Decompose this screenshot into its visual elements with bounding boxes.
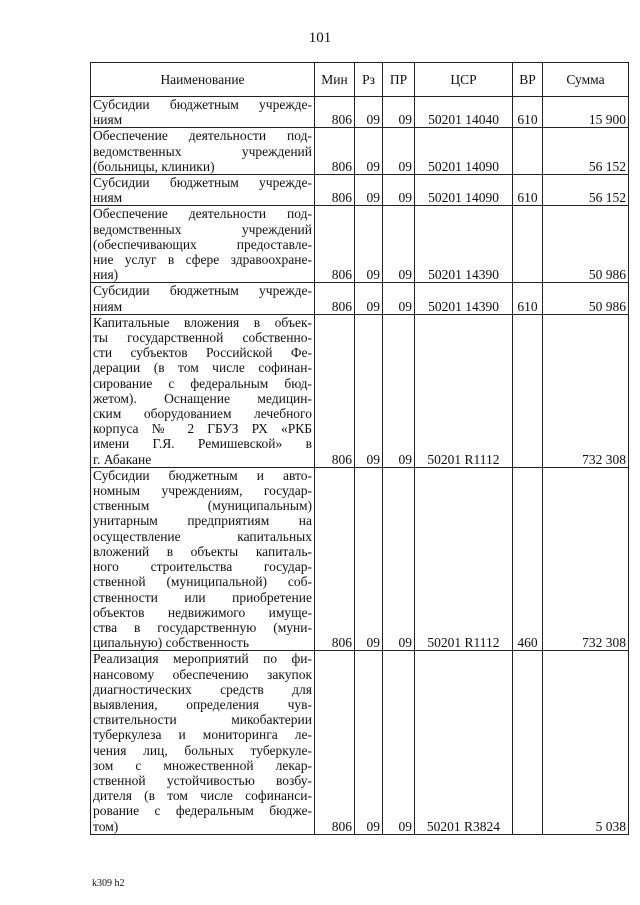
- row-name-line: Капитальные вложения в объек-: [93, 314, 312, 330]
- row-min: 806: [315, 283, 355, 314]
- row-name-line: ственности или приобретение: [93, 589, 312, 605]
- row-name-line: (обеспечивающих предоставле-: [93, 236, 312, 252]
- row-sum: 5 038: [543, 651, 629, 834]
- table-body: [91, 97, 629, 835]
- row-sum: 56 152: [543, 175, 629, 206]
- row-vr: 610: [513, 283, 543, 314]
- row-name-line: зом с множественной лекар-: [93, 757, 312, 773]
- footer-code: k309 h2: [92, 878, 125, 889]
- row-name-line: ства в государственную (муни-: [93, 619, 312, 635]
- row-name-line: выявления, определения чув-: [93, 696, 312, 712]
- row-name-line: том): [93, 818, 119, 834]
- row-pr: 09: [383, 97, 415, 128]
- row-csr: 50201 R1112: [415, 314, 513, 467]
- header-sum: Сумма: [543, 63, 629, 97]
- row-pr: 09: [383, 651, 415, 834]
- row-csr: 50201 14390: [415, 206, 513, 283]
- table-row: [91, 175, 629, 206]
- row-name-line: объектов недвижимого имуще-: [93, 604, 312, 620]
- row-rz: 09: [355, 467, 383, 650]
- row-name-line: диагностических средств для: [93, 681, 312, 697]
- table-row: [91, 283, 629, 314]
- row-vr: 610: [513, 175, 543, 206]
- header-name: Наименование: [91, 63, 315, 97]
- row-pr: 09: [383, 175, 415, 206]
- row-name-line: Субсидии бюджетным учрежде-: [93, 175, 312, 191]
- row-csr: 50201 14040: [415, 97, 513, 128]
- row-name-line: ние услуг в сфере здравоохране-: [93, 252, 312, 268]
- row-sum: 50 986: [543, 206, 629, 283]
- row-pr: 09: [383, 206, 415, 283]
- row-min: 806: [315, 467, 355, 650]
- row-name-line: ственной (муниципальной) соб-: [93, 574, 312, 590]
- row-name-line: ским оборудованием лечебного: [93, 406, 312, 422]
- row-name-line: унитарным предприятиям на: [93, 513, 312, 529]
- row-rz: 09: [355, 314, 383, 467]
- budget-table: [90, 62, 629, 835]
- row-name-line: нансовому обеспечению закупок: [93, 666, 312, 682]
- row-name-line: Реализация мероприятий по фи-: [93, 651, 312, 667]
- row-vr: [513, 651, 543, 834]
- row-vr: 610: [513, 97, 543, 128]
- row-name: [91, 128, 315, 175]
- table-row: [91, 467, 629, 650]
- row-name-line: рование с федеральным бюдже-: [93, 803, 312, 819]
- table-row: [91, 206, 629, 283]
- row-pr: 09: [383, 314, 415, 467]
- row-min: 806: [315, 128, 355, 175]
- row-rz: 09: [355, 206, 383, 283]
- row-name-line: ниям: [93, 190, 123, 206]
- table-row: [91, 651, 629, 834]
- row-name-line: Субсидии бюджетным учрежде-: [93, 97, 312, 112]
- row-sum: 732 308: [543, 314, 629, 467]
- row-name-line: ного строительства государ-: [93, 559, 312, 575]
- row-min: 806: [315, 651, 355, 834]
- row-sum: 50 986: [543, 283, 629, 314]
- row-name-line: номным учреждениям, государ-: [93, 483, 312, 499]
- row-sum: 15 900: [543, 97, 629, 128]
- row-name-line: дерации (в том числе софинан-: [93, 360, 312, 376]
- row-name-line: ты государственной собственно-: [93, 330, 312, 346]
- row-vr: [513, 128, 543, 175]
- row-name-line: Обеспечение деятельности под-: [93, 206, 312, 222]
- row-rz: 09: [355, 97, 383, 128]
- row-pr: 09: [383, 283, 415, 314]
- row-name-line: ципальную) собственность: [93, 635, 249, 651]
- row-name-line: ведомственных учреждений: [93, 143, 312, 159]
- row-csr: 50201 R3824: [415, 651, 513, 834]
- header-pr: ПР: [383, 63, 415, 97]
- row-vr: 460: [513, 467, 543, 650]
- row-name-line: вложений в объекты капиталь-: [93, 543, 312, 559]
- row-name-line: г. Абакане: [93, 451, 152, 467]
- row-sum: 56 152: [543, 128, 629, 175]
- row-min: 806: [315, 314, 355, 467]
- row-csr: 50201 14090: [415, 128, 513, 175]
- row-min: 806: [315, 175, 355, 206]
- row-name-line: имени Г.Я. Ремишевской» в: [93, 436, 312, 452]
- row-rz: 09: [355, 175, 383, 206]
- row-vr: [513, 206, 543, 283]
- row-name-line: Субсидии бюджетным и авто-: [93, 467, 312, 483]
- row-name-line: ственным (муниципальным): [93, 498, 312, 514]
- row-rz: 09: [355, 283, 383, 314]
- row-name-line: туберкулеза и мониторинга ле-: [93, 727, 312, 743]
- row-name-line: сти субъектов Российской Фе-: [93, 345, 312, 361]
- row-name-line: чения лиц, больных туберкуле-: [93, 742, 312, 758]
- row-name-line: сирование с федеральным бюд-: [93, 375, 312, 391]
- row-name-line: осуществление капитальных: [93, 528, 312, 544]
- row-name-line: ниям: [93, 112, 123, 128]
- row-name-line: корпуса № 2 ГБУЗ РХ «РКБ: [93, 421, 312, 437]
- row-csr: 50201 14090: [415, 175, 513, 206]
- row-name-line: ствительности микобактерии: [93, 712, 312, 728]
- table-header-row: [91, 63, 629, 97]
- row-name: [91, 97, 315, 128]
- row-name-line: ния): [93, 267, 119, 283]
- row-name: [91, 651, 315, 834]
- header-rz: Рз: [355, 63, 383, 97]
- row-name: [91, 206, 315, 283]
- table-row: [91, 97, 629, 128]
- row-rz: 09: [355, 128, 383, 175]
- row-name-line: (больницы, клиники): [93, 158, 215, 174]
- row-name-line: дителя (в том числе софинанси-: [93, 788, 312, 804]
- row-rz: 09: [355, 651, 383, 834]
- row-name: [91, 314, 315, 467]
- row-csr: 50201 R1112: [415, 467, 513, 650]
- header-csr: ЦСР: [415, 63, 513, 97]
- row-min: 806: [315, 97, 355, 128]
- row-sum: 732 308: [543, 467, 629, 650]
- row-min: 806: [315, 206, 355, 283]
- row-name-line: ведомственных учреждений: [93, 221, 312, 237]
- table-row: [91, 128, 629, 175]
- row-name-line: Субсидии бюджетным учрежде-: [93, 283, 312, 299]
- row-name: [91, 175, 315, 206]
- header-vr: ВР: [513, 63, 543, 97]
- row-pr: 09: [383, 128, 415, 175]
- row-name: [91, 283, 315, 314]
- row-name-line: Обеспечение деятельности под-: [93, 128, 312, 144]
- row-vr: [513, 314, 543, 467]
- header-min: Мин: [315, 63, 355, 97]
- row-name: [91, 467, 315, 650]
- row-name-line: жетом). Оснащение медицин-: [93, 390, 312, 406]
- page-number: 101: [308, 30, 332, 46]
- row-csr: 50201 14390: [415, 283, 513, 314]
- row-name-line: ственной устойчивостью возбу-: [93, 772, 312, 788]
- table-row: [91, 314, 629, 467]
- row-name-line: ниям: [93, 298, 123, 314]
- row-pr: 09: [383, 467, 415, 650]
